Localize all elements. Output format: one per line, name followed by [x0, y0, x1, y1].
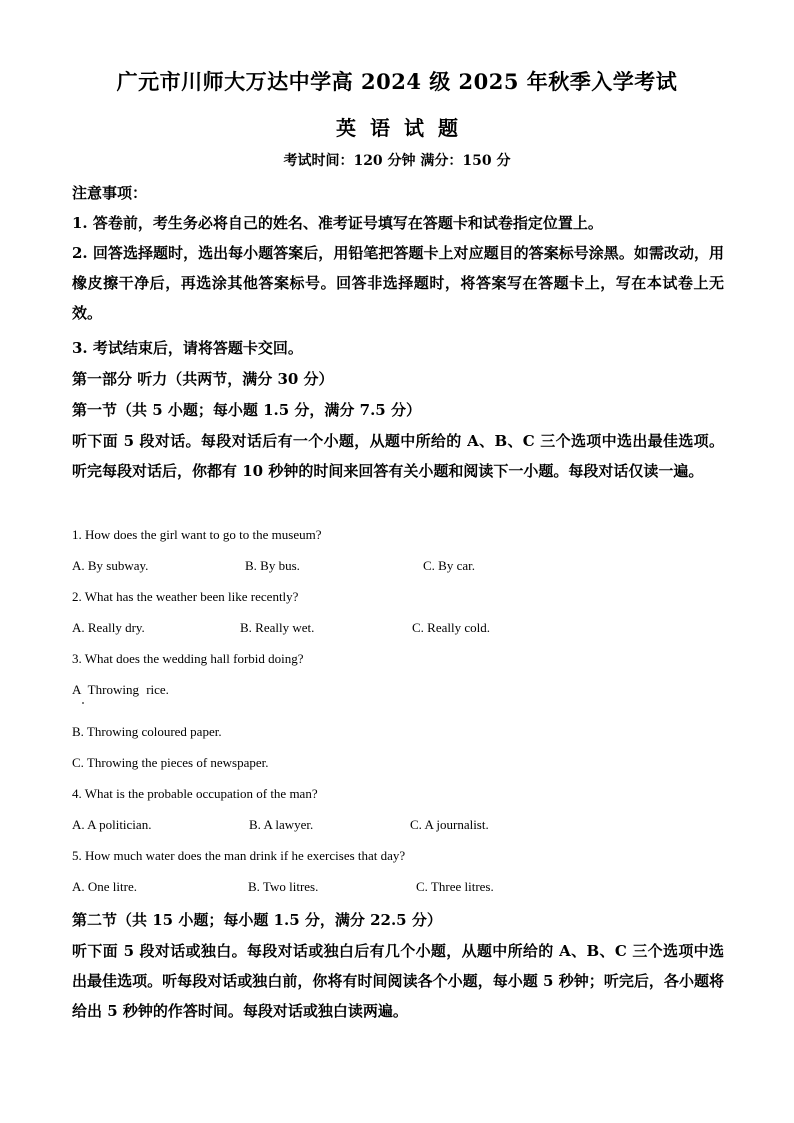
stray-dot	[82, 702, 84, 704]
section1-instructions: 听下面 5 段对话。每段对话后有一个小题，从题中所给的 A、B、C 三个选项中选出最佳选项。听完每段对话后，你都有 10 秒钟的时间来回答有关小题和阅读下一小题。每段对话仅读一遍。	[72, 432, 724, 480]
question-2-stem: 2. What has the weather been like recently?	[72, 589, 299, 604]
question-5-option-c: C. Three litres.	[416, 879, 494, 894]
notice-item-3: 3. 考试结束后，请将答题卡交回。	[72, 339, 303, 357]
question-3-option-a: A Throwing rice.	[72, 682, 169, 697]
section2-instructions: 听下面 5 段对话或独白。每段对话或独白后有几个小题，从题中所给的 A、B、C 三个选项中选出最佳选项。听每段对话或独白前，你将有时间阅读各个小题，每小题 5 秒钟；听完后，各小题将给出 5 秒钟的作答时间。每段对话或独白读两遍。	[72, 942, 724, 1020]
notice-heading: 注意事项：	[72, 184, 148, 202]
exam-title: 广元市川师大万达中学高 2024 级 2025 年秋季入学考试	[116, 69, 678, 94]
question-2-option-a: A. Really dry.	[72, 620, 145, 635]
question-4-option-c: C. A journalist.	[410, 817, 489, 832]
question-2-option-b: B. Really wet.	[240, 620, 315, 635]
question-5-stem: 5. How much water does the man drink if he exercises that day?	[72, 848, 406, 863]
question-3-option-b: B. Throwing coloured paper.	[72, 724, 222, 739]
notice-item-1: 1. 答卷前，考生务必将自己的姓名、准考证号填写在答题卡和试卷指定位置上。	[72, 214, 603, 232]
question-1-option-b: B. By bus.	[245, 558, 300, 573]
section2-heading: 第二节（共 15 小题；每小题 1.5 分，满分 22.5 分）	[72, 911, 442, 929]
question-3-option-c: C. Throwing the pieces of newspaper.	[72, 755, 269, 770]
question-4-option-b: B. A lawyer.	[249, 817, 314, 832]
question-2-option-c: C. Really cold.	[412, 620, 490, 635]
notice-item-2: 2. 回答选择题时，选出每小题答案后，用铅笔把答题卡上对应题目的答案标号涂黑。如需改动，用橡皮擦干净后，再选涂其他答案标号。回答非选择题时，将答案写在答题卡上，写在本试卷上无效。	[72, 244, 724, 322]
part1-heading: 第一部分 听力（共两节，满分 30 分）	[72, 370, 334, 388]
question-5-option-b: B. Two litres.	[248, 879, 319, 894]
question-5-option-a: A. One litre.	[72, 879, 137, 894]
question-1-option-c: C. By car.	[423, 558, 475, 573]
section1-heading: 第一节（共 5 小题；每小题 1.5 分，满分 7.5 分）	[72, 401, 421, 419]
question-4-stem: 4. What is the probable occupation of the man?	[72, 786, 318, 801]
question-1-stem: 1. How does the girl want to go to the museum?	[72, 527, 322, 542]
question-1-option-a: A. By subway.	[72, 558, 149, 573]
question-3-stem: 3. What does the wedding hall forbid doing?	[72, 651, 304, 666]
exam-subtitle: 英语试题	[336, 116, 472, 140]
question-4-option-a: A. A politician.	[72, 817, 152, 832]
exam-time-score: 考试时间：120 分钟 满分：150 分	[283, 153, 511, 169]
